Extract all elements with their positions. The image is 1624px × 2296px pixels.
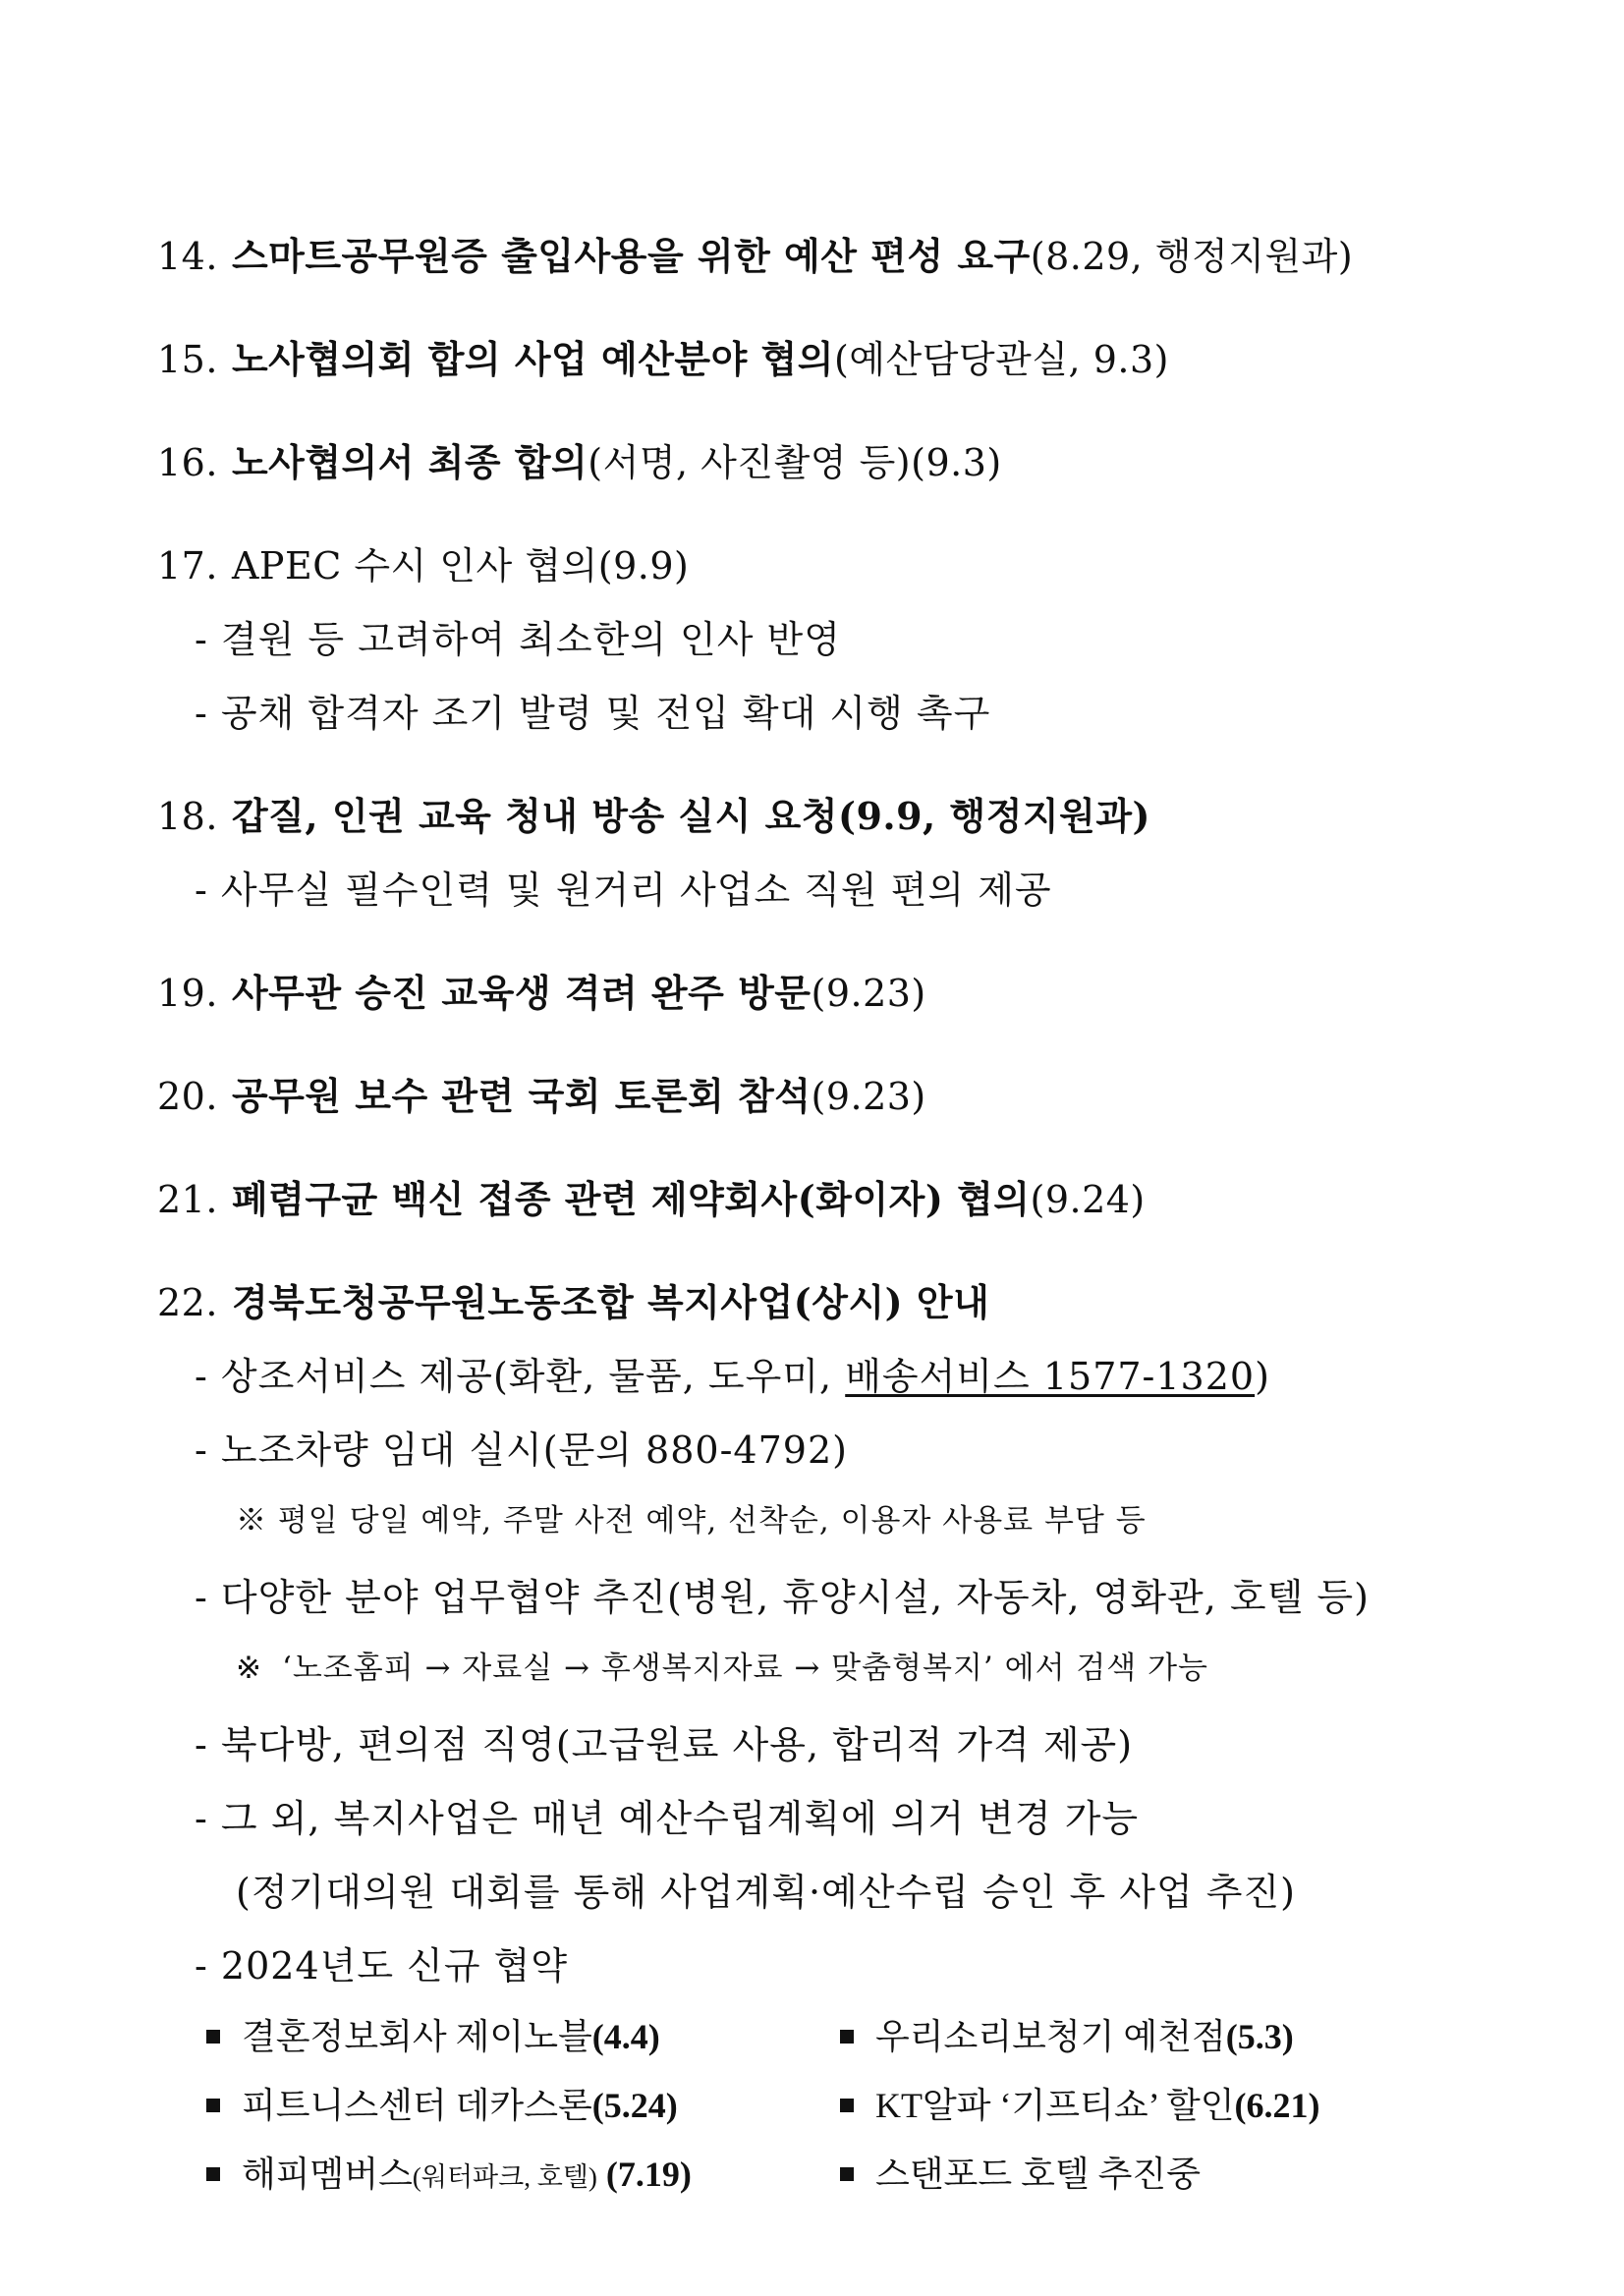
agreement-item <box>206 2147 692 2197</box>
item-18 <box>157 786 1150 840</box>
agreement-item <box>206 2009 660 2059</box>
agreement-date: (7.19) <box>596 2155 692 2194</box>
item-17-sub-2: - 공채 합격자 조기 발령 및 전입 확대 시행 촉구 <box>195 692 991 735</box>
item-number: 22. <box>157 1281 218 1324</box>
item-meta: (서명, 사진촬영 등)(9.3) <box>588 441 1002 484</box>
item-14 <box>157 226 1353 280</box>
note-mark: ※ <box>236 1651 262 1686</box>
welfare-other: - 그 외, 복지사업은 매년 예산수립계획에 의거 변경 가능 <box>195 1797 1140 1840</box>
item-16 <box>157 432 1002 486</box>
bullet-square <box>206 2099 220 2112</box>
item-meta: (9.9) <box>597 544 690 588</box>
agreement-name: KT알파 ‘기프티쇼’ 할인 <box>875 2086 1235 2125</box>
agreement-name: 우리소리보청기 예천점 <box>875 2017 1226 2056</box>
welfare-note-search <box>236 1643 1208 1687</box>
note-text: ‘노조홈피 → 자료실 → 후생복지자료 → 맞춤형복지’ 에서 검색 가능 <box>281 1651 1209 1686</box>
item-title: 스마트공무원증 출입사용을 위한 예산 편성 요구 <box>231 234 1031 278</box>
agreement-date: (4.4) <box>591 2017 660 2056</box>
agreement-item <box>840 2147 1201 2197</box>
welfare-direct-stores: - 북다방, 편의점 직영(고급원료 사용, 합리적 가격 제공) <box>195 1723 1134 1766</box>
item-title: 노사협의서 최종 합의 <box>231 440 588 484</box>
item-meta: (9.23) <box>811 972 926 1015</box>
item-number: 19. <box>157 972 218 1015</box>
item-title: APEC 수시 인사 협의 <box>231 544 598 588</box>
item-meta: (8.29, 행정지원과) <box>1030 235 1354 278</box>
welfare-new-agreements: - 2024년도 신규 협약 <box>195 1944 569 1988</box>
item-number: 20. <box>157 1075 218 1118</box>
item-number: 15. <box>157 338 218 381</box>
welfare-partnerships: - 다양한 분야 업무협약 추진(병원, 휴양시설, 자동차, 영화관, 호텔 등) <box>195 1576 1370 1619</box>
bullet-square <box>840 2167 854 2181</box>
delivery-service-link: 배송서비스 1577-1320 <box>845 1355 1256 1398</box>
welfare-vehicle-rental: - 노조차량 임대 실시(문의 880-4792) <box>195 1428 848 1472</box>
item-meta: (9.23) <box>811 1075 926 1118</box>
bullet-square <box>840 2099 854 2112</box>
item-22 <box>157 1272 989 1326</box>
agreement-item <box>840 2078 1320 2128</box>
item-number: 21. <box>157 1178 218 1221</box>
item-title: 갑질, 인권 교육 청내 방송 실시 요청 <box>231 794 838 838</box>
agreement-name: 해피멤버스 <box>242 2155 413 2194</box>
bullet-square <box>840 2030 854 2044</box>
bullet-square <box>206 2030 220 2044</box>
item-meta: (예산담당관실, 9.3) <box>833 338 1169 381</box>
item-19 <box>157 963 926 1017</box>
item-title: 경북도청공무원노동조합 복지사업(상시) 안내 <box>231 1280 990 1324</box>
item-number: 17. <box>157 544 218 588</box>
item-18-sub-1: - 사무실 필수인력 및 원거리 사업소 직원 편의 제공 <box>195 868 1052 912</box>
item-number: 16. <box>157 441 218 484</box>
agreement-extra: (워터파크, 호텔) <box>412 2162 597 2192</box>
item-title: 사무관 승진 교육생 격려 완주 방문 <box>231 971 812 1015</box>
item-meta: (9.9, 행정지원과) <box>837 794 1151 838</box>
agreement-date: (5.3) <box>1225 2017 1294 2056</box>
welfare-text: ) <box>1255 1355 1270 1398</box>
item-title: 공무원 보수 관련 국회 토론회 참석 <box>231 1074 812 1118</box>
agreement-item <box>840 2009 1294 2059</box>
agreement-name: 피트니스센터 데카스론 <box>242 2086 592 2125</box>
item-15 <box>157 329 1169 383</box>
item-17-sub-1: - 결원 등 고려하여 최소한의 인사 반영 <box>195 618 841 661</box>
item-21 <box>157 1169 1146 1223</box>
welfare-other-detail: (정기대의원 대회를 통해 사업계획·예산수립 승인 후 사업 추진) <box>236 1871 1296 1914</box>
agreement-name: 결혼정보회사 제이노블 <box>242 2017 592 2056</box>
welfare-text: - 상조서비스 제공(화환, 물품, 도우미, <box>195 1355 846 1398</box>
welfare-funeral-service <box>195 1346 1270 1400</box>
welfare-note-reservation: ※ 평일 당일 예약, 주말 사전 예약, 선착순, 이용자 사용료 부담 등 <box>236 1503 1147 1539</box>
item-title: 노사협의회 합의 사업 예산분야 협의 <box>231 337 834 381</box>
item-number: 18. <box>157 795 218 838</box>
bullet-square <box>206 2167 220 2181</box>
item-meta: (9.24) <box>1030 1178 1146 1221</box>
item-title: 폐렴구균 백신 접종 관련 제약회사(화이자) 협의 <box>231 1177 1031 1221</box>
item-17 <box>157 535 689 589</box>
agreement-date: (5.24) <box>591 2086 678 2125</box>
agreement-date: (6.21) <box>1234 2086 1320 2125</box>
agreement-item <box>206 2078 678 2128</box>
item-20 <box>157 1066 926 1120</box>
agreement-name: 스탠포드 호텔 추진중 <box>875 2155 1201 2194</box>
item-number: 14. <box>157 235 218 278</box>
